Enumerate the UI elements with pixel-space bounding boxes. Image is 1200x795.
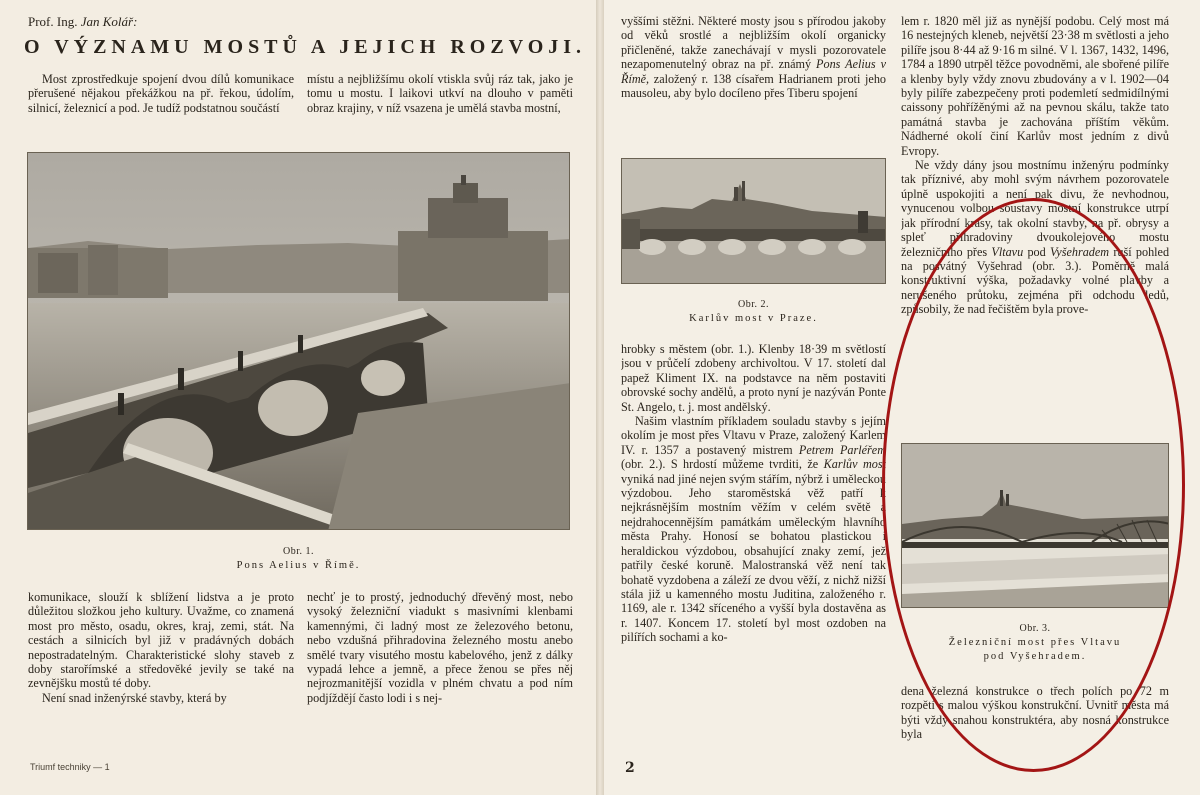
italic-run: Vltavu <box>991 244 1024 259</box>
paragraph: lem r. 1820 měl již as nynější podobu. Celý most má 16 nestejných kleneb, největší 23·38 m světlosti a jeho pilíře jsou 8·44 až 9·16 m silné. V l. 1367, 1432, 1496, 1784 a 1890 utrpěl těžce povodněmi, ale sbořené pilíře a klenby byly vždy znovu zbudovány a v l. 1902—04 byly pilíře zabezpečeny proti podemletí sedmidílnými caissony pohřížěnými až na pevnou skálu, takže tato památná stavba je zachována příštím věkům. Nádherné okolí činí Karlův most jedním z divů Evropy. <box>901 14 1169 158</box>
figure-1-caption <box>27 545 570 573</box>
text-run: ruší pohled na posvátný Vyšehrad (obr. 3.). Poměrně malá konstruktivní výška, požadavky volné plavby a nerušeného průtoku, zejména při odchodu ledů, způsobily, že nad řečištěm byla prove- <box>901 244 1169 317</box>
paragraph: komunikace, slouží k sblížení lidstva a je proto důležitou složkou jeho kultury. Uvažme, co znamená most pro město, osadu, okres, kraj, zemi, stát. Na cestách a silnicích byl již v pradávných dobách nepostradatelným. Charakteristické slohy staveb z doby starořímské a středověké jevily se také na zevnějšku mostů té doby. <box>28 590 294 691</box>
figure-number: Obr. 2. <box>738 299 769 310</box>
figure-title: Karlův most v Praze. <box>689 313 818 324</box>
paragraph: hrobky s městem (obr. 1.). Klenby 18·39 m světlostí jsou v průčelí zdobeny archivoltou. V 17. století dal papež Kliment IX. na podstavce na něm postaviti obrovské sochy andělů, a proto nyní je nazýván Ponte St. Angelo, t. j. most andělský. <box>621 342 886 414</box>
text-run: pod <box>1027 244 1046 259</box>
text-run: Našim vlastním příkladem souladu stavby s jejím okolím je most přes Vltavu v Praze, založený Karlem IV. r. 1357 a postavený mistrem <box>621 414 886 457</box>
figure-number: Obr. 1. <box>283 546 314 557</box>
figure-1-photo <box>27 152 570 530</box>
article-title: O VÝZNAMU MOSTŮ A JEJICH ROZVOJI. <box>24 36 587 58</box>
text-run: vyniká nad jiné nejen svým stářím, nýbrž i uměleckou výzdobou. Jeho staroměstská věž patří k nejkrásnějším mostním věžím v celém světě a nejdrahocennějším památkám uměleckým hlavního města Prahy. Honosí se bohatou plastickou i heraldickou výzdobou, obsahující znaky zemí, jež patřily české koruně. Malostranská věž není tak bohatě vyzdobena a záleží ze dvou věží, z nichž nižší stála již u kamenného mostu Juditina, založeného r. 1169, ale r. 1342 sříceného a vyšší byla dostavěna as r. 1407. Koncem 17. století byl most ozdoben na pilířích sochami a ko- <box>621 471 886 645</box>
paragraph <box>621 414 886 645</box>
text-run: Ne vždy dány jsou mostnímu inženýru podmínky tak příznivé, aby mohl svým návrhem pozorovatele úplně uspokojiti a není pak divu, že nevhodnou, vynucenou volbou soustavy mostní konstrukce utrpí jak přírodní krásy, tak okolní stavby, na př. obrysy a spleť přihradoviny dvoukolejového mostu železničního přes <box>901 158 1169 259</box>
column-4-top <box>901 14 1169 434</box>
page-number: 2 <box>625 760 635 776</box>
author-line <box>28 14 137 30</box>
figure-number: Obr. 3. <box>1019 623 1051 634</box>
text-run: vyššími stěžni. Některé mosty jsou s přírodou jakoby od věků srostlé a nejbližším okolí organicky přičleněné, takže zanechávají v mysli pozorovatele nezapomenutelný obraz na př. známý <box>621 14 886 72</box>
italic-run: Vyšehradem <box>1049 244 1110 259</box>
figure-title-line-2: pod Vyšehradem. <box>983 651 1087 662</box>
text-run: založený r. 138 císařem Hadrianem proti jeho mausoleu, aby bylo docíleno přes Tiberu spojení <box>621 71 886 101</box>
author-name: Jan Kolář: <box>80 14 138 29</box>
figure-3-photo <box>901 443 1169 608</box>
column-3-top <box>621 14 886 144</box>
charles-bridge-illustration <box>622 159 886 284</box>
paragraph: místu a nejbližšímu okolí vtiskla svůj ráz tak, jako je tomu u mostu. I laikovi utkví na dlouho v paměti obraz krajiny, v níž vsazena je umělá stavba mostní, <box>307 72 573 115</box>
left-page <box>0 0 596 795</box>
text-run: (obr. 2.). S hrdostí můžeme tvrditi, že <box>621 457 819 472</box>
column-1-top <box>28 72 294 144</box>
italic-run: Petrem Parléřem <box>798 442 886 457</box>
figure-2-caption <box>621 298 886 326</box>
paragraph: nechť je to prostý, jednoduchý dřevěný most, nebo vysoký železniční viadukt s masivními klenbami kamennými, či ladný most ze železového betonu, nebo vzdušná přihradovina železného mostu anebo smělé tvary visutého mostu kabelového, jenž z dálky vypadá lehce a jemně, a přece ženou se přes něj nejrozmanitější vozidla v plném chvatu a pod ním podjíždějí často lodi i s nej- <box>307 590 573 705</box>
author-prefix: Prof. Ing. <box>28 14 78 29</box>
footer-label: Triumf techniky — 1 <box>30 762 110 772</box>
paragraph <box>901 158 1169 316</box>
paragraph: Není snad inženýrské stavby, která by <box>42 690 227 705</box>
column-2-top <box>307 72 573 144</box>
figure-2-photo <box>621 158 886 284</box>
paragraph: dena železná konstrukce o třech polích po 72 m rozpětí s malou výškou konstrukční. Uvnitř města má býti vždy snahou konstruktéra, aby nosná konstrukce byla <box>901 684 1169 742</box>
figure-title: Pons Aelius v Římě. <box>236 560 361 571</box>
figure-title-line-1: Železniční most přes Vltavu <box>948 637 1122 648</box>
italic-run: Karlův most <box>823 457 886 472</box>
vysehrad-railway-bridge-illustration <box>902 444 1169 608</box>
column-4-bottom <box>901 684 1169 746</box>
column-3-bottom <box>621 342 886 754</box>
figure-3-caption <box>901 622 1169 664</box>
column-1-bottom <box>28 590 294 750</box>
paragraph: Most zprostředkuje spojení dvou dílů komunikace přerušené nějakou překážkou na př. řekou, údolím, silnicí, železnicí a pod. Je tudíž podstatnou součástí <box>28 72 294 115</box>
italic-run: Pons Aelius v Římě, <box>621 57 886 86</box>
pons-aelius-illustration <box>28 153 570 530</box>
column-2-bottom <box>307 590 573 750</box>
paragraph <box>621 14 886 100</box>
book-gutter <box>596 0 604 795</box>
